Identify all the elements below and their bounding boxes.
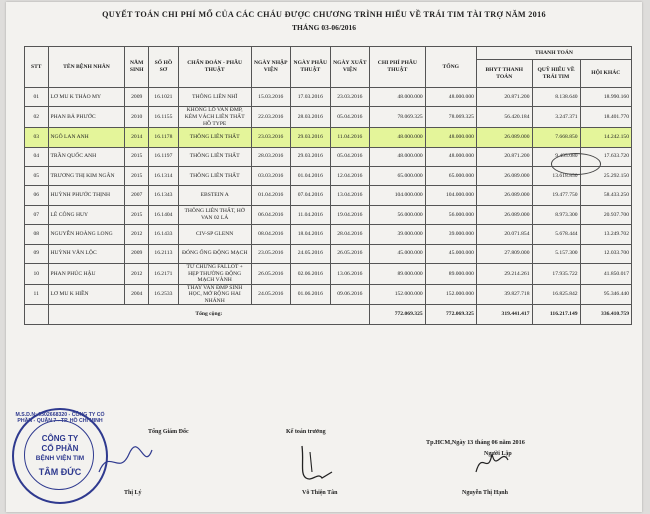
cell-fund: 19.477.750 (532, 186, 580, 205)
cell-admission: 01.04.2016 (251, 186, 291, 205)
cell-year: 2015 (125, 166, 149, 185)
preparer-name: Nguyễn Thị Hạnh (462, 490, 508, 496)
cell-name: NGUYỄN HOÀNG LONG (48, 225, 125, 244)
accountant-title: Kế toán trưởng (286, 429, 326, 435)
cell-discharge: 28.04.2016 (330, 225, 370, 244)
cell-bhyt: 26.089.000 (476, 166, 532, 185)
cell-record: 16.1314 (148, 166, 178, 185)
cell-cost: 78.069.325 (370, 107, 426, 128)
cell-admission: 23.03.2016 (251, 128, 291, 147)
header-stt: STT (25, 47, 49, 88)
cell-cost: 104.000.000 (370, 186, 426, 205)
cell-year: 2015 (125, 205, 149, 224)
cell-other: 17.633.720 (580, 147, 631, 166)
cell-other: 25.292.150 (580, 166, 631, 185)
signature-date: Tp.HCM,Ngày 13 tháng 06 năm 2016 (426, 439, 525, 446)
cell-diagnosis: ĐÓNG ỐNG ĐỘNG MẠCH (178, 244, 251, 263)
cell-diagnosis: TỨ CHỨNG FALLOT + HẸP THƯỜNG ĐỘNG MẠCH VÀNH (178, 263, 251, 284)
table-body (25, 88, 632, 325)
cell-year: 2012 (125, 263, 149, 284)
table-row (25, 225, 632, 244)
cell-discharge: 19.04.2016 (330, 205, 370, 224)
total-total: 772.069.325 (425, 305, 476, 324)
cell-bhyt: 20.871.200 (476, 147, 532, 166)
cell-name: LÊ CÔNG HUY (48, 205, 125, 224)
cell-cost: 39.000.000 (370, 225, 426, 244)
cell-bhyt: 26.089.000 (476, 186, 532, 205)
header-diagnosis: CHẨN ĐOÁN - PHẪU THUẬT (178, 47, 251, 88)
cell-fund: 8.973.300 (532, 205, 580, 224)
cell-stt: 09 (25, 244, 49, 263)
cell-other: 18.401.770 (580, 107, 631, 128)
cell-cost: 48.000.000 (370, 147, 426, 166)
table-row (25, 244, 632, 263)
header-name: TÊN BỆNH NHÂN (48, 47, 125, 88)
cell-other: 14.242.150 (580, 128, 631, 147)
cell-record: 16.1021 (148, 88, 178, 107)
cell-name: LƠ MU K HIỀN (48, 284, 125, 305)
table-row (25, 166, 632, 185)
cell-surgery-date: 24.05.2016 (291, 244, 331, 263)
cell-stt: 10 (25, 263, 49, 284)
director-name: Thị Lý (124, 490, 142, 496)
cell-other: 18.990.160 (580, 88, 631, 107)
cell-discharge: 13.06.2016 (330, 263, 370, 284)
cell-surgery-date: 01.04.2016 (291, 166, 331, 185)
table-row (25, 205, 632, 224)
cell-diagnosis: THÔNG LIÊN THẤT (178, 166, 251, 185)
cell-cost: 45.000.000 (370, 244, 426, 263)
cell-record: 16.2533 (148, 284, 178, 305)
preparer-title: Người Lập (484, 451, 512, 457)
cell-cost: 48.000.000 (370, 128, 426, 147)
cell-name: LƠ MU K THẢO MY (48, 88, 125, 107)
table-row (25, 147, 632, 166)
cell-discharge: 12.04.2016 (330, 166, 370, 185)
cell-other: 13.249.702 (580, 225, 631, 244)
cell-total: 48.000.000 (425, 88, 476, 107)
cell-year: 2012 (125, 225, 149, 244)
accountant-name: Võ Thiện Tân (302, 490, 338, 496)
cell-discharge: 05.04.2016 (330, 147, 370, 166)
settlement-table (24, 46, 632, 325)
header-other: HỘI KHÁC (580, 60, 631, 88)
cell-total: 48.000.000 (425, 147, 476, 166)
cell-other: 12.033.700 (580, 244, 631, 263)
stamp-line-4: TÂM ĐỨC (38, 467, 82, 477)
cell-record: 16.1343 (148, 186, 178, 205)
cell-cost: 48.000.000 (370, 88, 426, 107)
stamp-line-3: BỆNH VIỆN TIM (35, 455, 85, 462)
document-page (6, 2, 642, 512)
cell-discharge: 05.04.2016 (330, 107, 370, 128)
cell-fund: 7.668.850 (532, 128, 580, 147)
cell-bhyt: 27.809.000 (476, 244, 532, 263)
cell-bhyt: 26.089.000 (476, 205, 532, 224)
accountant-signature (296, 442, 336, 484)
totals-label: Tổng cộng: (48, 305, 370, 324)
cell-bhyt: 20.071.854 (476, 225, 532, 244)
header-total: TỔNG (425, 47, 476, 88)
cell-other: 58.433.250 (580, 186, 631, 205)
cell-admission: 23.05.2016 (251, 244, 291, 263)
cell-other: 41.850.017 (580, 263, 631, 284)
cell-year: 2015 (125, 147, 149, 166)
cell-discharge: 11.04.2016 (330, 128, 370, 147)
cell-total: 65.000.000 (425, 166, 476, 185)
cell-year: 2007 (125, 186, 149, 205)
cell-year: 2014 (125, 128, 149, 147)
document-subtitle: THÁNG 03-06/2016 (292, 23, 356, 32)
cell-bhyt: 20.871.200 (476, 88, 532, 107)
cell-surgery-date: 01.06.2016 (291, 284, 331, 305)
table-row (25, 186, 632, 205)
cell-bhyt: 39.827.718 (476, 284, 532, 305)
cell-stt: 03 (25, 128, 49, 147)
cell-stt: 06 (25, 186, 49, 205)
cell-total: 78.069.325 (425, 107, 476, 128)
cell-fund: 3.247.371 (532, 107, 580, 128)
cell-total: 56.000.000 (425, 205, 476, 224)
cell-fund: 5.678.444 (532, 225, 580, 244)
cell-name: TRẦN QUỐC ANH (48, 147, 125, 166)
cell-stt: 02 (25, 107, 49, 128)
cell-surgery-date: 29.03.2016 (291, 147, 331, 166)
header-admission: NGÀY NHẬP VIỆN (251, 47, 291, 88)
cell-record: 16.2113 (148, 244, 178, 263)
cell-total: 152.000.000 (425, 284, 476, 305)
stamp-line-1: CÔNG TY (41, 434, 79, 443)
cell-stt: 05 (25, 166, 49, 185)
cell-surgery-date: 17.03.2016 (291, 88, 331, 107)
total-bhyt: 319.441.417 (476, 305, 532, 324)
cell-fund: 8.138.640 (532, 88, 580, 107)
company-stamp (12, 408, 108, 504)
cell-year: 2009 (125, 88, 149, 107)
cell-year: 2010 (125, 107, 149, 128)
cell-bhyt: 26.089.000 (476, 128, 532, 147)
cell-admission: 24.05.2016 (251, 284, 291, 305)
cell-stt: 04 (25, 147, 49, 166)
cell-surgery-date: 07.04.2016 (291, 186, 331, 205)
cell-diagnosis: CIV-SP GLENN (178, 225, 251, 244)
table-header (25, 47, 632, 88)
stamp-ring-text: M.S.D.N: 0302668320 - CÔNG TY CỔ PHẦN - QUẬN 7 - TP. HỒ CHÍ MINH (15, 412, 105, 424)
cell-bhyt: 29.214.261 (476, 263, 532, 284)
cell-discharge: 23.03.2016 (330, 88, 370, 107)
cell-discharge: 09.06.2016 (330, 284, 370, 305)
cell-name: PHAN BẢ PHƯỚC (48, 107, 125, 128)
header-birth-year: NĂM SINH (125, 47, 149, 88)
header-fund: QUỸ HIỂU VỀ TRÁI TIM (532, 60, 580, 88)
cell-fund: 17.935.722 (532, 263, 580, 284)
cell-diagnosis: KHÔNG LỖ VAN ĐMP, KÉM VÁCH LIÊN THẤT HỒ TYPE (178, 107, 251, 128)
cell-stt: 08 (25, 225, 49, 244)
document-title: QUYẾT TOÁN CHI PHÍ MỔ CỦA CÁC CHÁU ĐƯỢC CHƯƠNG TRÌNH HIỂU VỀ TRÁI TIM TÀI TRỢ NĂM 2016 (102, 10, 546, 19)
cell-fund: 5.157.300 (532, 244, 580, 263)
cell-record: 16.1197 (148, 147, 178, 166)
header-bhyt: BHYT THANH TOÁN (476, 60, 532, 88)
cell-diagnosis: THÔNG LIÊN THẤT, HỞ VAN 02 LÁ (178, 205, 251, 224)
cell-admission: 15.03.2016 (251, 88, 291, 107)
stamp-line-2: CỔ PHẦN (41, 444, 79, 453)
header-payment: THANH TOÁN (476, 47, 631, 60)
cell-total: 104.000.000 (425, 186, 476, 205)
cell-cost: 65.000.000 (370, 166, 426, 185)
table-row (25, 284, 632, 305)
preparer-signature (472, 442, 512, 478)
cell-year: 2009 (125, 244, 149, 263)
cell-cost: 56.000.000 (370, 205, 426, 224)
cell-diagnosis: EBSTEIN A (178, 186, 251, 205)
cell-name: NGÔ LAN ANH (48, 128, 125, 147)
cell-total: 48.000.000 (425, 128, 476, 147)
cell-surgery-date: 11.04.2016 (291, 205, 331, 224)
cell-other: 95.346.440 (580, 284, 631, 305)
cell-fund: 9.495.080 (532, 147, 580, 166)
cell-discharge: 26.05.2016 (330, 244, 370, 263)
cell-surgery-date: 18.04.2016 (291, 225, 331, 244)
cell-cost: 152.000.000 (370, 284, 426, 305)
cell-diagnosis: THAY VAN ĐMP SINH HỌC, MỞ RỘNG HAI NHÁNH (178, 284, 251, 305)
cell-surgery-date: 28.03.2016 (291, 107, 331, 128)
header-surgery-cost: CHI PHÍ PHẪU THUẬT (370, 47, 426, 88)
total-cost: 772.069.325 (370, 305, 426, 324)
cell-cost: 89.000.000 (370, 263, 426, 284)
cell-fund: 13.618.850 (532, 166, 580, 185)
cell-surgery-date: 02.06.2016 (291, 263, 331, 284)
cell-record: 16.1404 (148, 205, 178, 224)
totals-row (25, 305, 632, 324)
cell-admission: 26.05.2016 (251, 263, 291, 284)
cell-diagnosis: THÔNG LIÊN THẤT (178, 128, 251, 147)
cell-year: 2004 (125, 284, 149, 305)
cell-admission: 22.03.2016 (251, 107, 291, 128)
cell-stt: 11 (25, 284, 49, 305)
cell-other: 20.937.700 (580, 205, 631, 224)
total-fund: 116.217.149 (532, 305, 580, 324)
cell-diagnosis: THÔNG LIÊN THẤT (178, 147, 251, 166)
header-surgery-date: NGÀY PHẪU THUẬT (291, 47, 331, 88)
cell-name: PHAN PHÚC HẬU (48, 263, 125, 284)
total-other: 336.410.759 (580, 305, 631, 324)
cell-discharge: 13.04.2016 (330, 186, 370, 205)
cell-total: 89.000.000 (425, 263, 476, 284)
cell-admission: 06.04.2016 (251, 205, 291, 224)
cell-record: 16.1178 (148, 128, 178, 147)
cell-bhyt: 56.420.184 (476, 107, 532, 128)
cell-total: 39.000.000 (425, 225, 476, 244)
cell-total: 45.000.000 (425, 244, 476, 263)
table-row (25, 107, 632, 128)
cell-fund: 16.825.842 (532, 284, 580, 305)
cell-record: 16.2171 (148, 263, 178, 284)
table-row (25, 88, 632, 107)
header-record-no: SỐ HỒ SƠ (148, 47, 178, 88)
cell-admission: 08.04.2016 (251, 225, 291, 244)
cell-surgery-date: 29.03.2016 (291, 128, 331, 147)
cell-record: 16.1433 (148, 225, 178, 244)
cell-name: HUỲNH PHƯỚC THỊNH (48, 186, 125, 205)
cell-empty (25, 305, 49, 324)
cell-diagnosis: THÔNG LIÊN NHĨ (178, 88, 251, 107)
header-discharge: NGÀY XUẤT VIỆN (330, 47, 370, 88)
table-row-highlighted (25, 128, 632, 147)
cell-admission: 03.03.2016 (251, 166, 291, 185)
director-title: Tổng Giám Đốc (148, 429, 189, 435)
cell-name: TRƯƠNG THỊ KIM NGÂN (48, 166, 125, 185)
cell-name: HUỲNH VĂN LỘC (48, 244, 125, 263)
cell-stt: 07 (25, 205, 49, 224)
hand-drawn-circle (551, 153, 601, 175)
cell-stt: 01 (25, 88, 49, 107)
cell-admission: 28.03.2016 (251, 147, 291, 166)
cell-record: 16.1155 (148, 107, 178, 128)
table-row (25, 263, 632, 284)
